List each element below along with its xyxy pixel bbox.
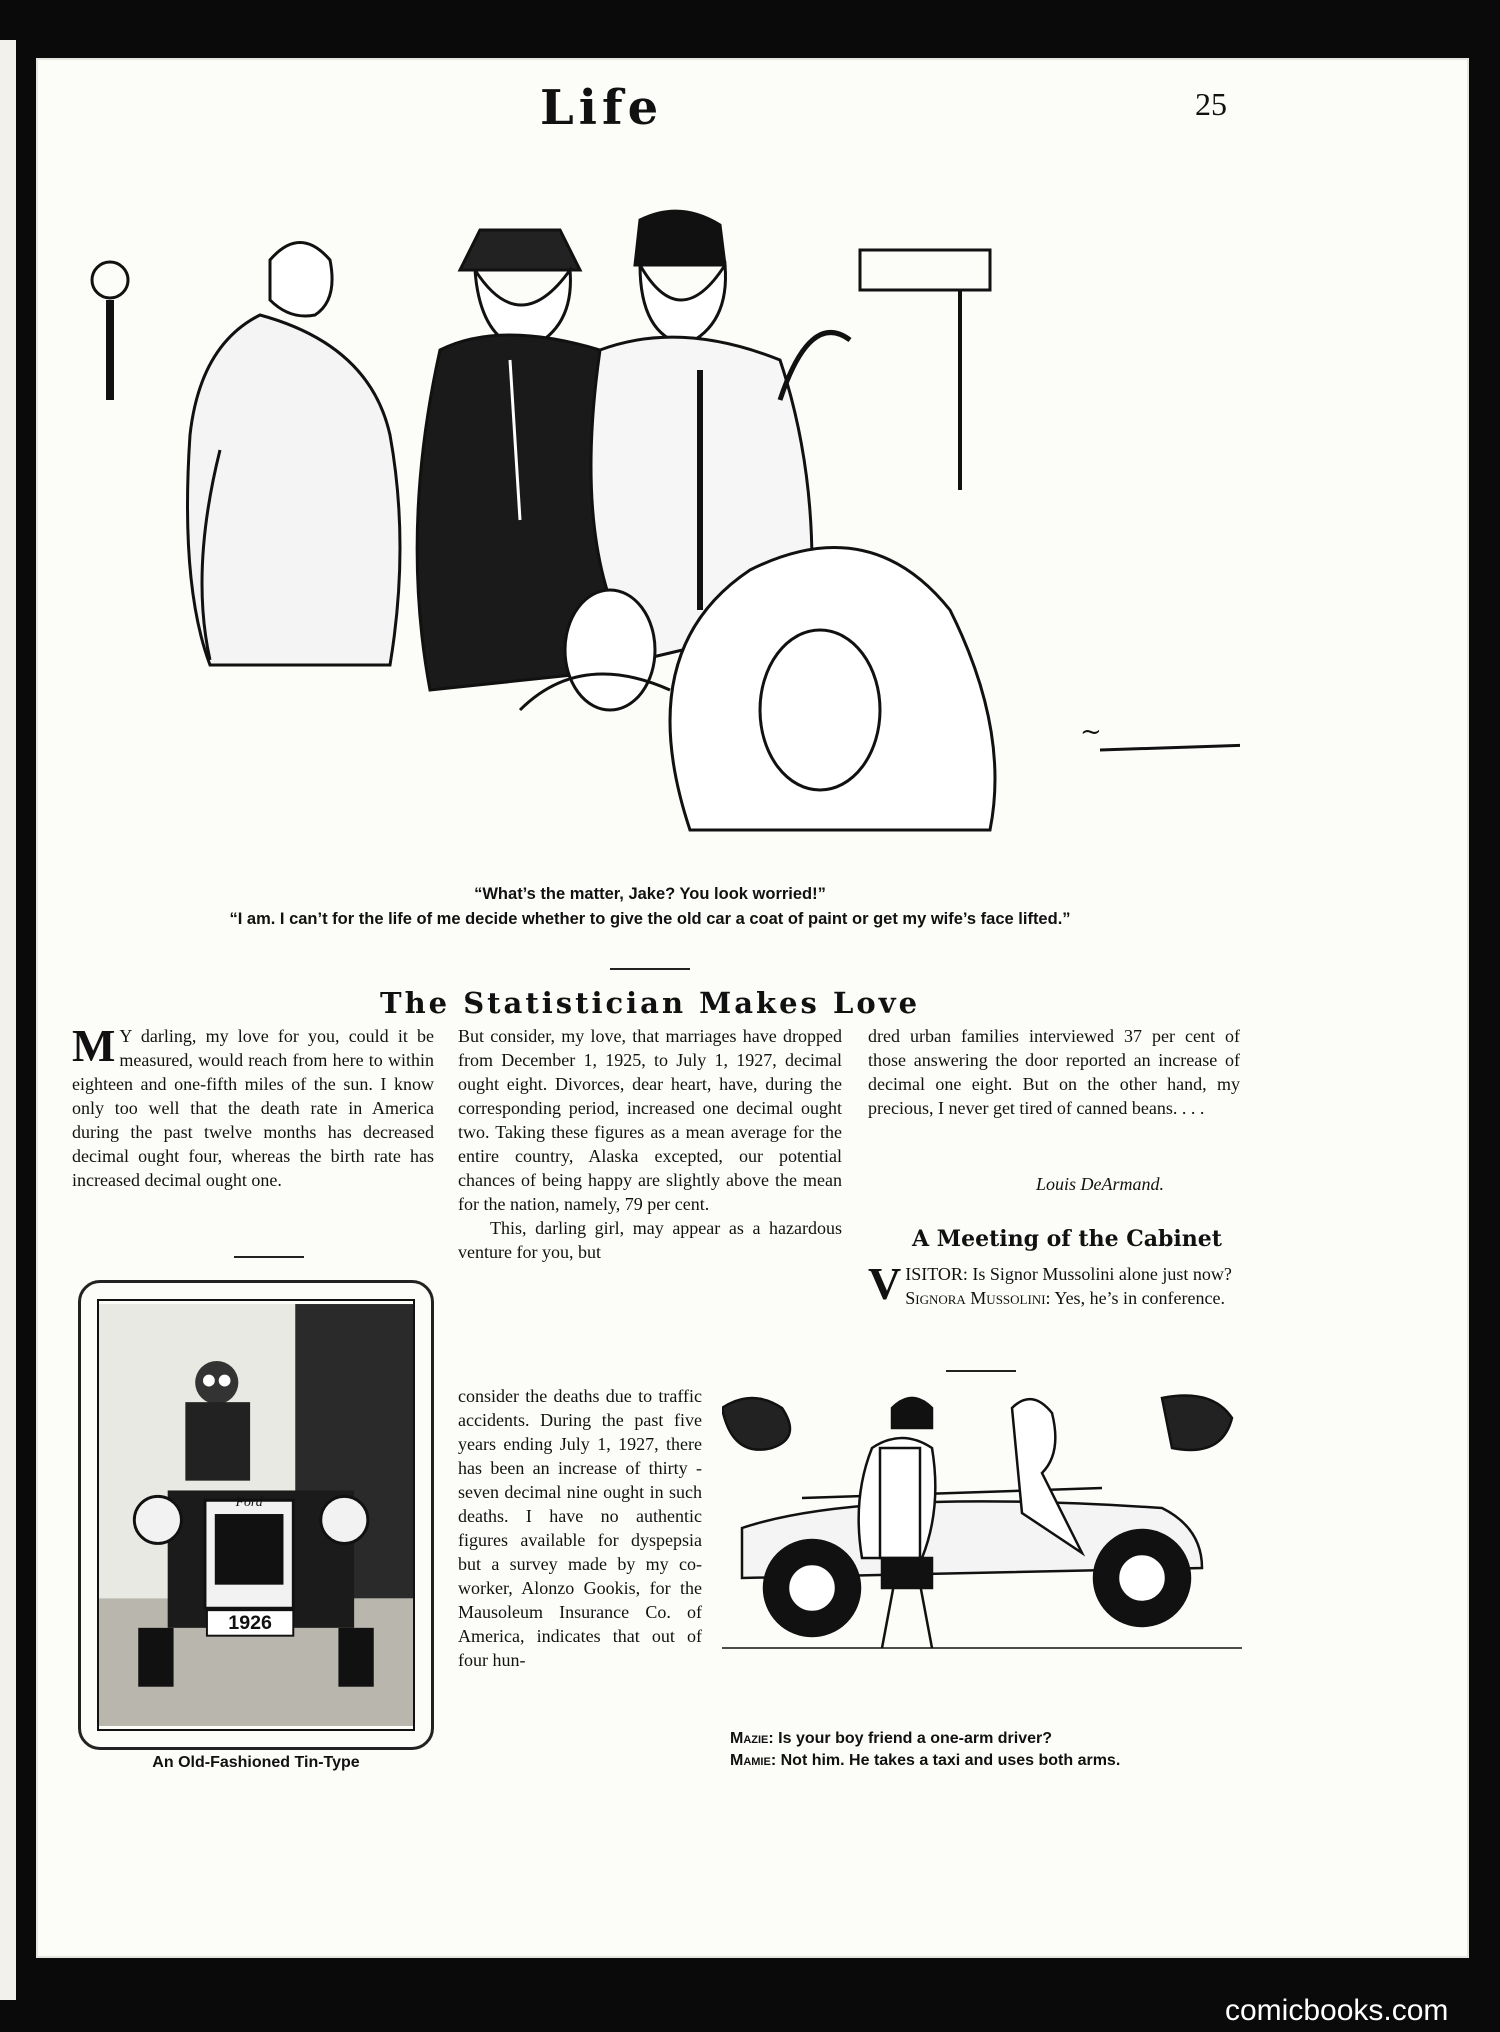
- caption-line-1: “What’s the matter, Jake? You look worried!”: [474, 885, 826, 903]
- cabinet-speaker-2: Signora Mussolini:: [905, 1288, 1051, 1308]
- article-paragraph-2: But consider, my love, that marriages have dropped from December 1, 1925, to July 1, 1927, decimal ought eight. Divorces, dear heart, have, during the corresponding period, increased one decimal ought two. Taking these figures as a mean average for the entire country, Alaska excepted, our potential chances of being happy are slightly above the mean for the nation, namely, 79 per cent.: [458, 1026, 842, 1214]
- tintype-illustration: [97, 1299, 415, 1731]
- divider: [234, 1256, 304, 1258]
- cabinet-line-2: Yes, he’s in conference.: [1054, 1288, 1225, 1308]
- cabinet-title: A Meeting of the Cabinet: [912, 1226, 1222, 1252]
- article-paragraph-3-cont: consider the deaths due to traffic accidents. During the past five years ending July 1, 1927, there has been an increase of thirty - seven decimal nine ought in such deaths. I have no authentic figures available for dyspepsia but a survey made by my co-worker, Alonzo Gookis, for the Mausoleum Insurance Co. of America, indicates that out of four hun-: [458, 1386, 702, 1670]
- article-title: The Statistician Makes Love: [379, 986, 921, 1020]
- article-column-1: [72, 1020, 434, 1192]
- article-paragraph-3-start: This, darling girl, may appear as a hazardous venture for you, but: [458, 1218, 842, 1262]
- license-plate: 1926: [228, 1611, 272, 1634]
- drop-cap: M: [72, 1020, 116, 1071]
- speaker-mamie: Mamie:: [730, 1752, 777, 1769]
- article-paragraph-4: dred urban families interviewed 37 per cent of those answering the door reported an increase of decimal one eight. But on the other hand, my precious, I never get tired of canned beans. . . .: [868, 1026, 1240, 1118]
- mazie-line: Is your boy friend a one-arm driver?: [778, 1730, 1053, 1747]
- tintype-frame: [78, 1280, 434, 1750]
- mamie-line: Not him. He takes a taxi and uses both arms.: [780, 1752, 1121, 1769]
- car-caption-line-1: [730, 1728, 1250, 1750]
- ford-sign: Ford: [235, 1494, 263, 1510]
- cartoon-illustration: [80, 190, 1240, 870]
- drop-cap: V: [868, 1258, 902, 1309]
- adjacent-page-edge: [0, 40, 16, 2000]
- caption-line-2: “I am. I can’t for the life of me decide whether to give the old car a coat of paint or get my wife’s face lifted.”: [229, 910, 1071, 928]
- article-column-2: [458, 1024, 842, 1264]
- car-caption-line-2: [730, 1750, 1250, 1772]
- page-number: 25: [1195, 86, 1227, 122]
- svg-text:~: ~: [1080, 717, 1102, 747]
- tintype-caption: An Old-Fashioned Tin-Type: [152, 1754, 360, 1771]
- article-column-3: [868, 1024, 1240, 1120]
- divider: [946, 1370, 1016, 1372]
- divider: [610, 968, 690, 970]
- cabinet-dialogue: [868, 1258, 1240, 1310]
- car-illustration: [722, 1388, 1242, 1668]
- author-signature: Louis DeArmand.: [1036, 1174, 1165, 1194]
- cartoon-caption: [210, 882, 1090, 932]
- speaker-mazie: Mazie:: [730, 1730, 774, 1747]
- car-caption: [730, 1728, 1250, 1772]
- tintype-art: [99, 1301, 413, 1729]
- site-watermark: comicbooks.com: [1225, 1994, 1449, 2027]
- article-column-2-narrow: [458, 1384, 702, 1672]
- cabinet-line-1: ISITOR: Is Signor Mussolini alone just now?: [905, 1264, 1232, 1284]
- article-paragraph-1: Y darling, my love for you, could it be measured, would reach from here to within eighteen and one-fifth miles of the sun. I know only too well that the death rate in America during the past twelve months has decreased decimal ought four, whereas the birth rate has increased decimal ought one.: [72, 1026, 434, 1190]
- masthead-title: Life: [540, 80, 664, 136]
